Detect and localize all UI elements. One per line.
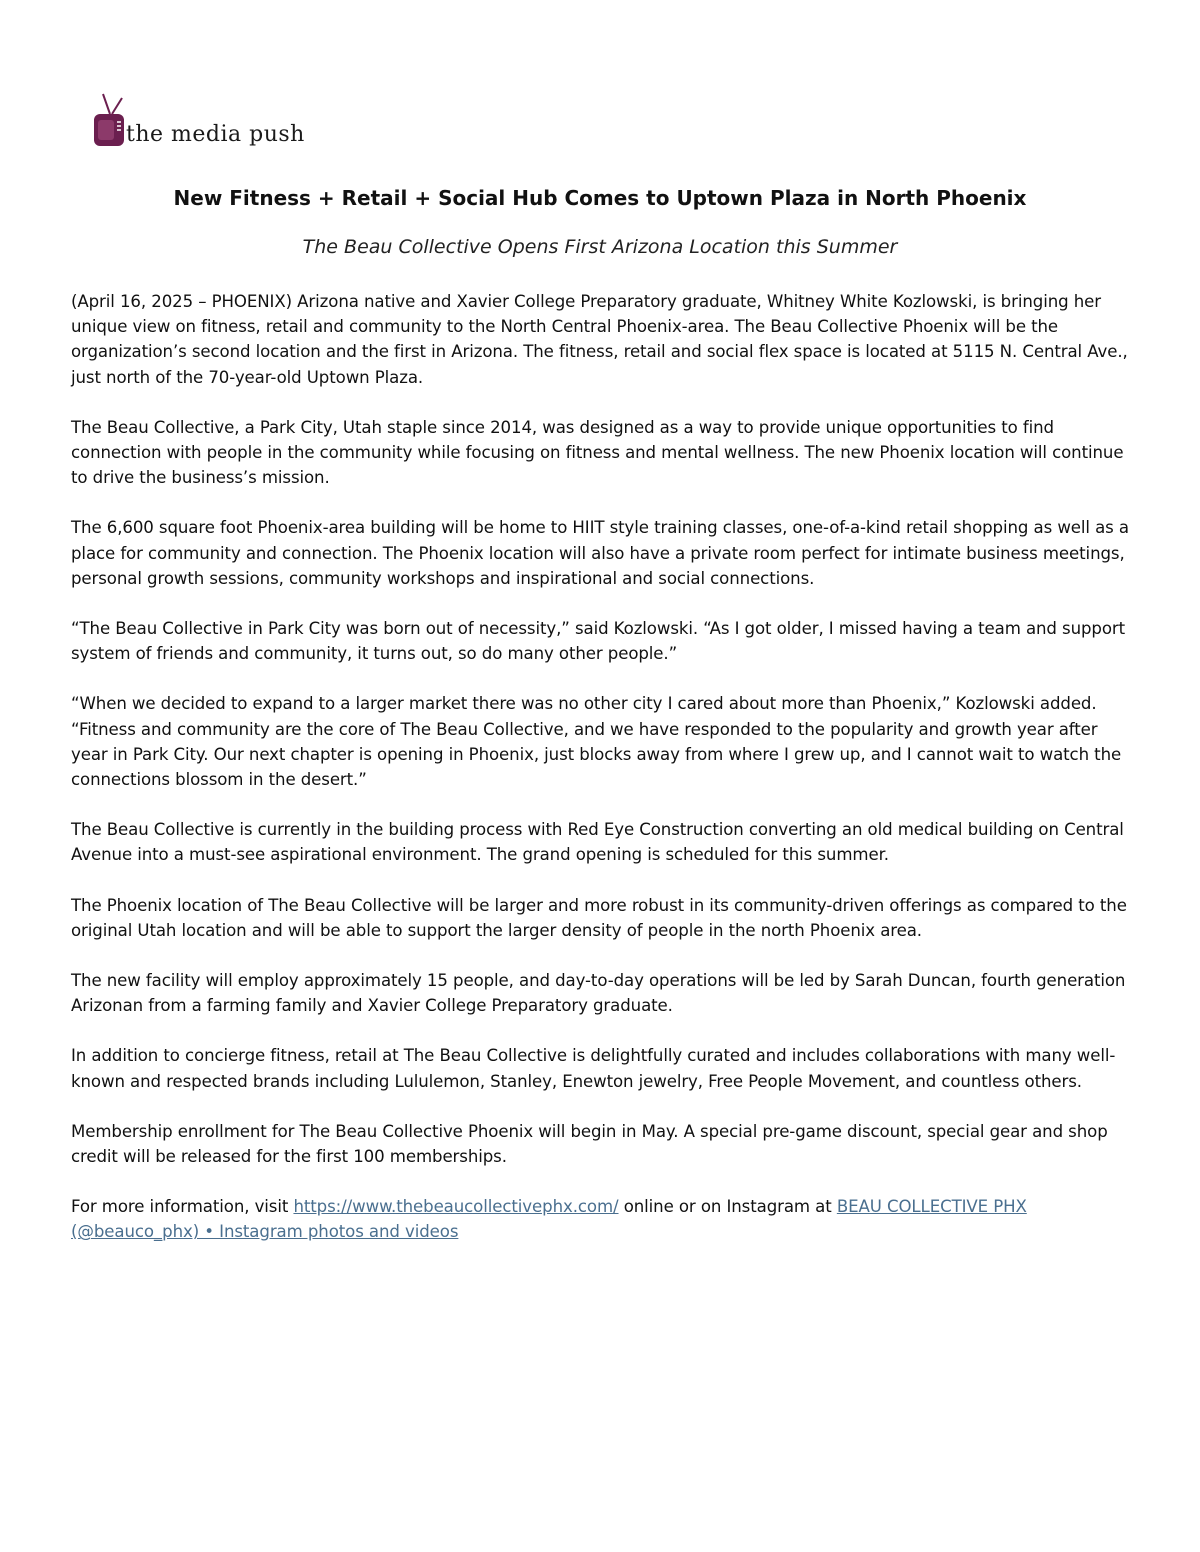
- closing-prefix: For more information, visit: [71, 1197, 294, 1217]
- paragraph: In addition to concierge fitness, retail at The Beau Collective is delightfully curated and includes collaborations with many well-known and respected brands including Lululemon, Stanley, Enewton jewelry, Free People Movement, and countless others.: [71, 1046, 1116, 1091]
- paragraph: The Beau Collective, a Park City, Utah staple since 2014, was designed as a way to provide unique opportunities to find connection with people in the community while focusing on fitness and mental wellness. The new Phoenix location will continue to drive the business’s mission.: [71, 417, 1124, 488]
- logo-text: the media push: [126, 122, 305, 147]
- article-body: [71, 289, 1131, 1270]
- paragraph: The Phoenix location of The Beau Collective will be larger and more robust in its community-driven offerings as compared to the original Utah location and will be able to support the larger density of people in the north Phoenix area.: [71, 895, 1127, 940]
- instagram-link[interactable]: BEAU COLLECTIVE PHX (@beauco_phx) • Instagram photos and videos: [71, 1197, 1027, 1242]
- closing-paragraph: [71, 1194, 1131, 1244]
- paragraph: “When we decided to expand to a larger market there was no other city I cared about more than Phoenix,” Kozlowski added. “Fitness and community are the core of The Beau Collective, and we have responded to the popularity and growth year after year in Park City. Our next chapter is opening in Phoenix, just blocks away from where I grew up, and I cannot wait to watch the connections blossom in the desert.”: [71, 694, 1122, 790]
- paragraph: The Beau Collective is currently in the building process with Red Eye Construction converting an old medical building on Central Avenue into a must-see aspirational environment. The grand opening is scheduled for this summer.: [71, 820, 1124, 865]
- media-push-logo: [92, 92, 352, 152]
- paragraph: Membership enrollment for The Beau Collective Phoenix will begin in May. A special pre-game discount, special gear and shop credit will be released for the first 100 memberships.: [71, 1121, 1108, 1167]
- paragraph: “The Beau Collective in Park City was born out of necessity,” said Kozlowski. “As I got older, I missed having a team and support system of friends and community, it turns out, so do many other people.”: [71, 619, 1126, 664]
- paragraph: The new facility will employ approximately 15 people, and day-to-day operations will be led by Sarah Duncan, fourth generation Arizonan from a farming family and Xavier College Preparatory graduate.: [71, 971, 1126, 1016]
- paragraph: (April 16, 2025 – PHOENIX) Arizona native and Xavier College Preparatory graduate, Whitney White Kozlowski, is bringing her unique view on fitness, retail and community to the North Central Phoenix-area. The Beau Collective Phoenix will be the organization’s second location and the first in Arizona. The fitness, retail and social flex space is located at 5115 N. Central Ave., just north of the 70-year-old Uptown Plaza.: [71, 292, 1128, 387]
- website-link[interactable]: https://www.thebeaucollectivephx.com/: [293, 1197, 619, 1217]
- headline: New Fitness + Retail + Social Hub Comes to Uptown Plaza in North Phoenix: [173, 186, 1027, 210]
- tv-icon: [92, 92, 128, 152]
- subheadline: The Beau Collective Opens First Arizona Location this Summer: [302, 236, 898, 258]
- paragraph: The 6,600 square foot Phoenix-area building will be home to HIIT style training classes, one-of-a-kind retail shopping as well as a place for community and connection. The Phoenix location will also have a private room perfect for intimate business meetings, personal growth sessions, community workshops and inspirational and social connections.: [71, 518, 1129, 588]
- closing-middle: online or on Instagram at: [618, 1197, 837, 1217]
